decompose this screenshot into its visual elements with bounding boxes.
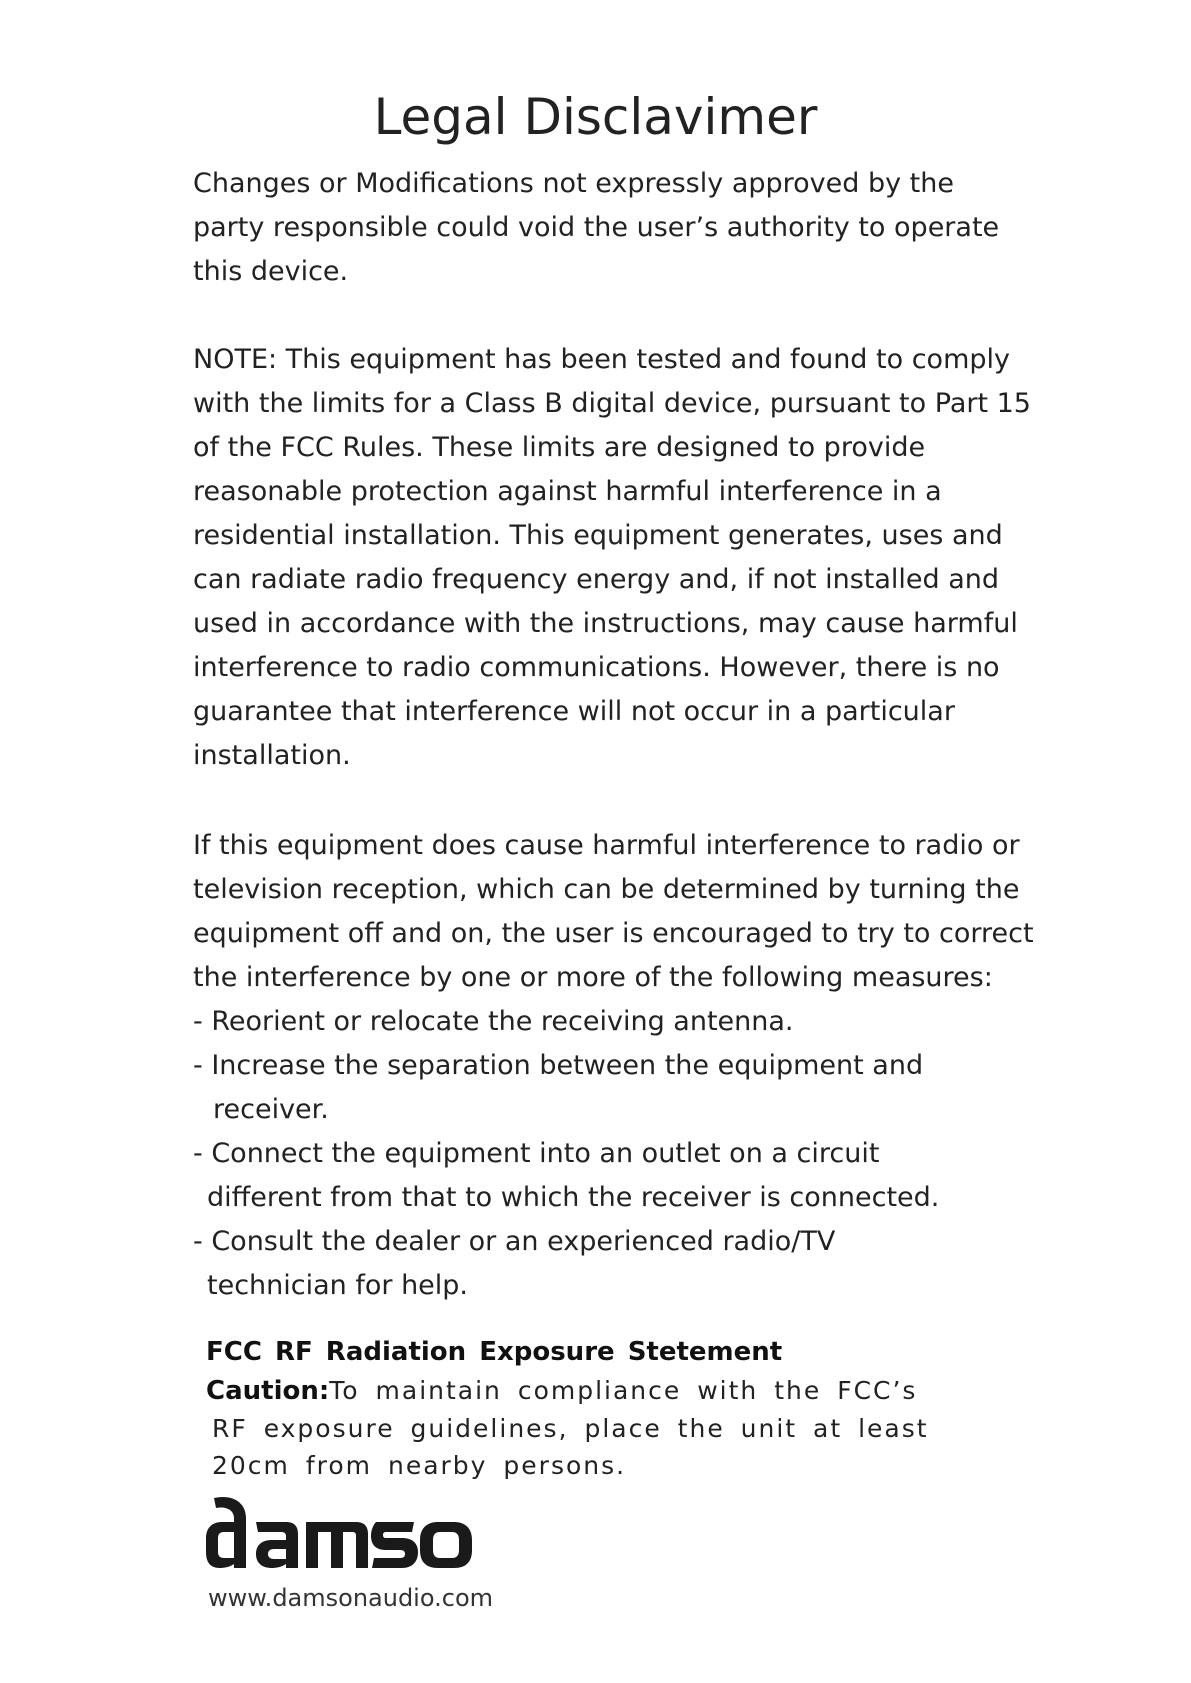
text-line: reasonable protection against harmful interference in a [193,476,942,507]
rf-exposure-statement [206,1372,1026,1484]
text-line: of the FCC Rules. These limits are designed to provide [193,432,926,463]
rf-exposure-heading: FCC RF Radiation Exposure Stetement [206,1337,783,1367]
text-line: - Reorient or relocate the receiving antenna. [193,1006,794,1037]
text-line: NOTE: This equipment has been tested and found to comply [193,344,1011,375]
page-title: Legal Disclavimer [373,88,818,146]
text-line: different from that to which the receiver is connected. [207,1182,940,1213]
list-item [193,1132,1013,1220]
text-line: If this equipment does cause harmful interference to radio or [193,830,1020,861]
caution-text: To maintain compliance with the FCC’s [329,1376,918,1405]
text-line: - Consult the dealer or an experienced radio/TV [193,1226,836,1257]
text-line: RF exposure guidelines, place the unit at least [212,1414,929,1443]
list-item [193,1044,1013,1132]
text-line: equipment off and on, the user is encouraged to try to correct [193,918,1034,949]
text-line: used in accordance with the instructions, may cause harmful [193,608,1018,639]
text-line: this device. [193,256,349,287]
text-line: installation. [193,740,351,771]
text-line: the interference by one or more of the following measures: [193,962,993,993]
text-line: with the limits for a Class B digital device, pursuant to Part 15 [193,388,1031,419]
text-line [206,1372,1026,1410]
text-line: receiver. [213,1094,329,1125]
damson-logo [206,1492,486,1572]
text-line: party responsible could void the user’s authority to operate [193,212,1000,243]
text-line: guarantee that interference will not occur in a particular [193,696,955,727]
text-line: interference to radio communications. However, there is no [193,652,1000,683]
text-line: - Connect the equipment into an outlet on a circuit [193,1138,880,1169]
text-line: Changes or Modifications not expressly approved by the [193,168,954,199]
list-item [193,1220,1013,1308]
modifications-paragraph [193,162,1013,294]
text-line: technician for help. [207,1270,469,1301]
list-item [193,1000,1013,1044]
text-line: can radiate radio frequency energy and, if not installed and [193,564,1000,595]
text-line: residential installation. This equipment generates, uses and [193,520,1003,551]
text-line: television reception, which can be determined by turning the [193,874,1020,905]
text-line: - Increase the separation between the equipment and [193,1050,924,1081]
fcc-note-paragraph [193,338,1031,778]
interference-paragraph [193,824,1034,1000]
text-line: 20cm from nearby persons. [212,1451,627,1480]
website-url: www.damsonaudio.com [208,1584,493,1612]
caution-label: Caution: [206,1376,330,1406]
measures-list [193,1000,1013,1308]
